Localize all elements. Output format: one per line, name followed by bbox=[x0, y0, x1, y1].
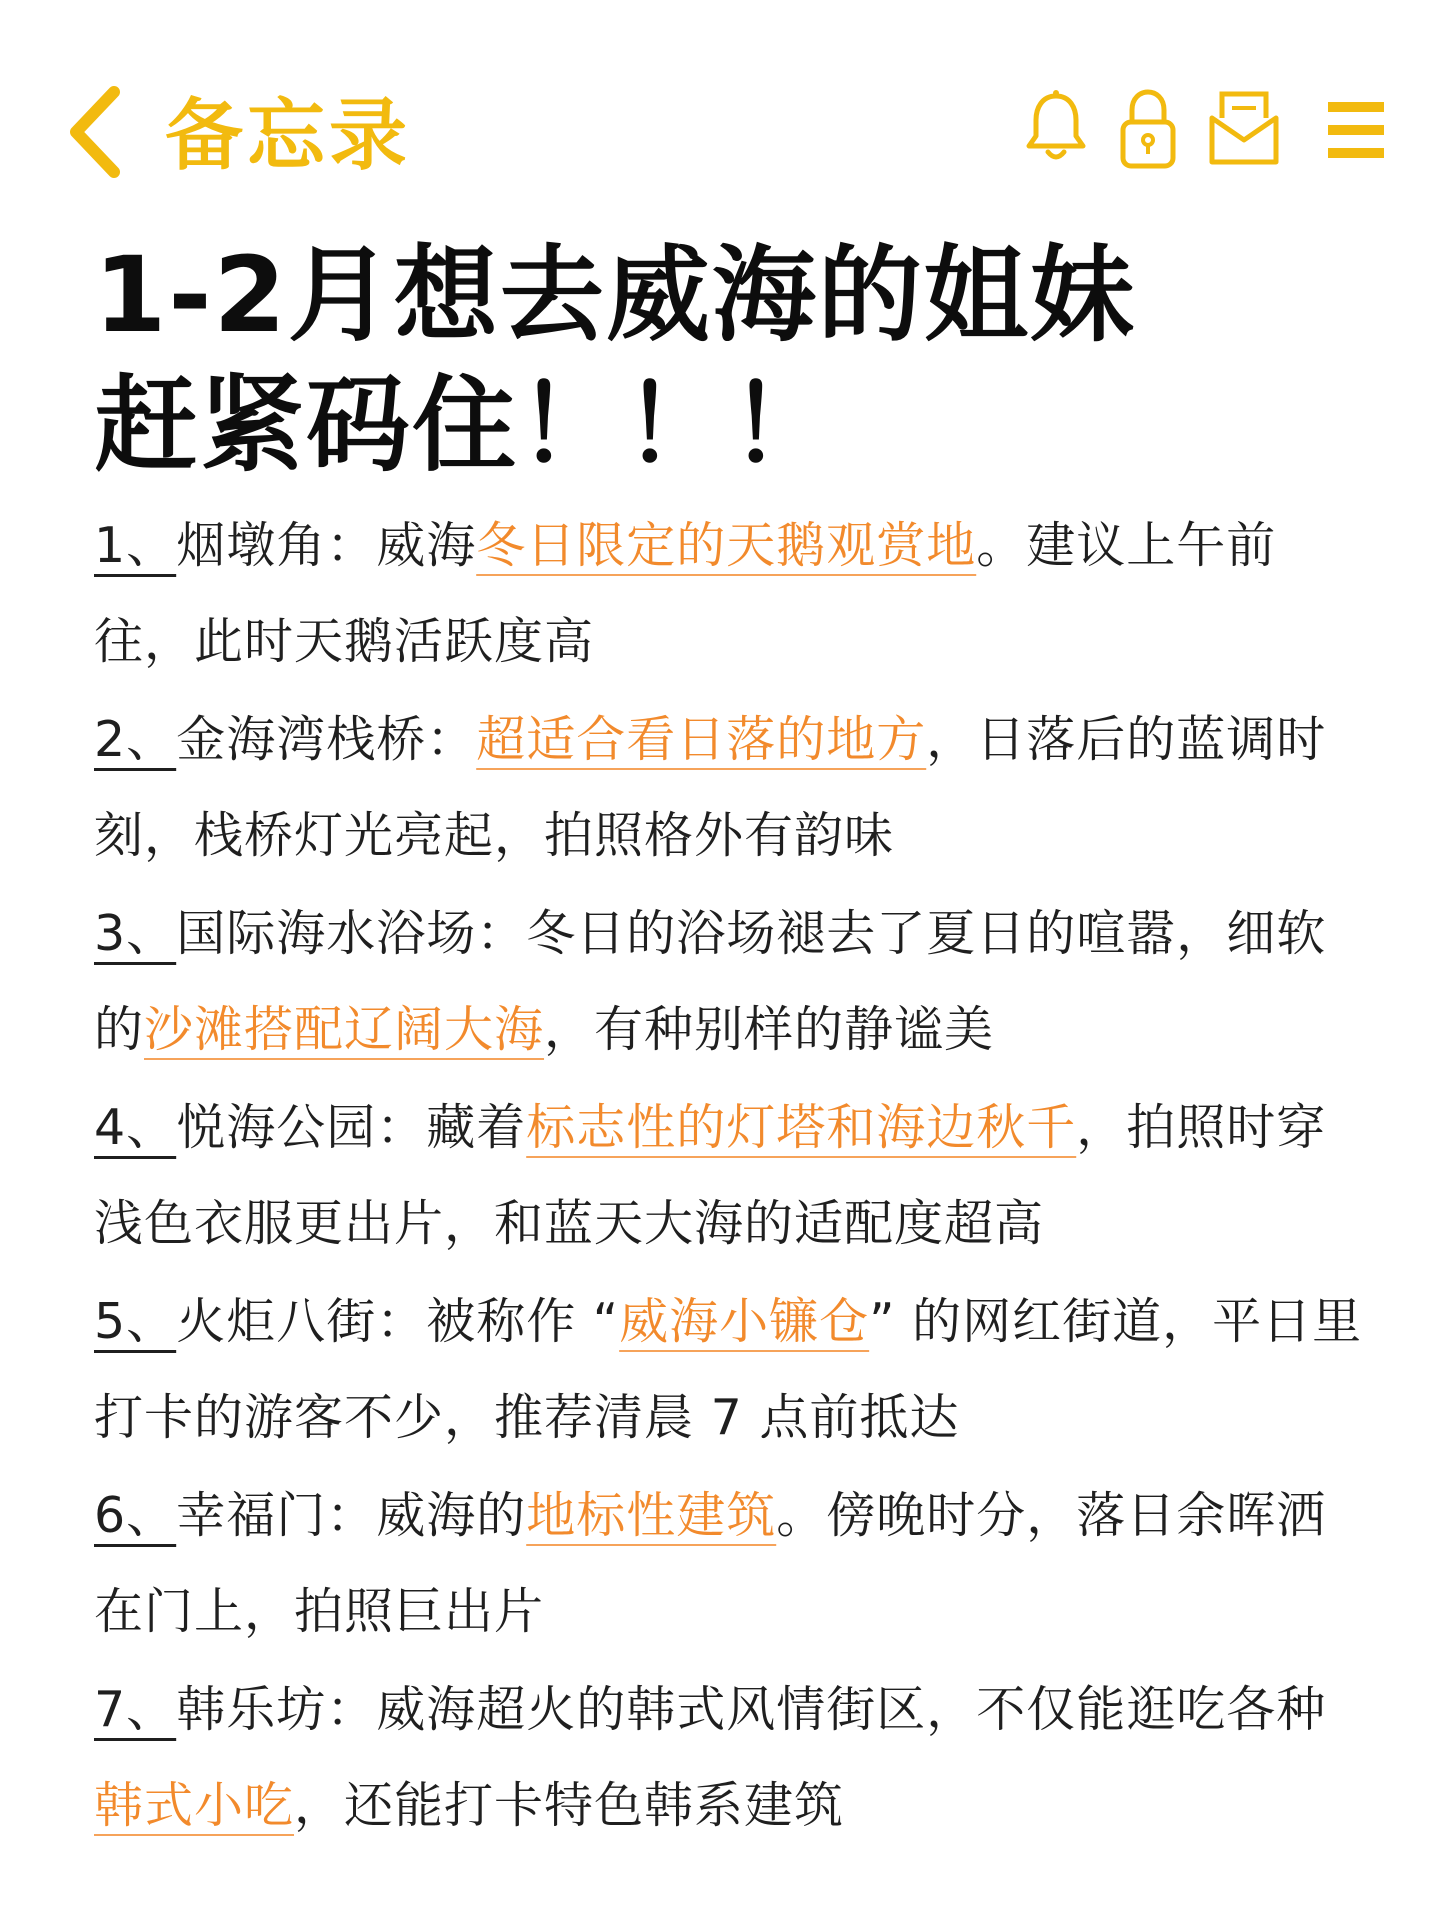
item-text: 韩乐坊：威海超火的韩式风情街区，不仅能逛吃各种 bbox=[176, 1681, 1327, 1738]
lock-button[interactable] bbox=[1118, 88, 1178, 170]
back-button[interactable] bbox=[62, 82, 132, 182]
lock-icon bbox=[1118, 88, 1178, 170]
item-highlight: 地标性建筑 bbox=[526, 1487, 777, 1544]
item-text: 幸福门：威海的 bbox=[176, 1487, 527, 1544]
bell-button[interactable] bbox=[1024, 88, 1088, 166]
item-text: 悦海公园：藏着 bbox=[176, 1099, 527, 1156]
menu-icon bbox=[1326, 100, 1386, 160]
item-number: 4、 bbox=[94, 1099, 177, 1156]
item-highlight: 超适合看日落的地方 bbox=[476, 711, 927, 768]
list-item bbox=[94, 1662, 1364, 1854]
item-number: 3、 bbox=[94, 905, 177, 962]
item-text: ，日落后的蓝调时刻，栈桥灯光亮起，拍照格外有韵味 bbox=[94, 711, 1327, 864]
item-text: 国际海水浴场：冬日的浴场褪去了夏日的喧嚣，细软的 bbox=[94, 905, 1327, 1058]
note-title bbox=[94, 230, 1374, 490]
item-number: 1、 bbox=[94, 517, 177, 574]
item-text: ，还能打卡特色韩系建筑 bbox=[294, 1777, 845, 1834]
note-title-line-2: 赶紧码住！！！ bbox=[94, 364, 837, 486]
mail-icon bbox=[1208, 88, 1280, 166]
item-number: 7、 bbox=[94, 1681, 177, 1738]
menu-button[interactable] bbox=[1326, 100, 1386, 160]
item-highlight: 沙滩搭配辽阔大海 bbox=[144, 1001, 545, 1058]
back-chevron-icon bbox=[62, 82, 132, 182]
mail-button[interactable] bbox=[1208, 88, 1280, 166]
bell-icon bbox=[1024, 88, 1088, 166]
item-highlight: 标志性的灯塔和海边秋千 bbox=[526, 1099, 1077, 1156]
list-item bbox=[94, 692, 1364, 884]
note-title-line-1: 1-2月想去威海的姐妹 bbox=[94, 234, 1136, 356]
item-text: 火炬八街：被称作 “ bbox=[176, 1293, 620, 1350]
item-text: 。傍晚时分，落日余晖洒在门上，拍照巨出片 bbox=[94, 1487, 1327, 1640]
list-item bbox=[94, 1274, 1364, 1466]
list-item bbox=[94, 498, 1364, 690]
app-header bbox=[0, 0, 1440, 250]
item-highlight: 威海小镰仓 bbox=[619, 1293, 870, 1350]
app-title: 备忘录 bbox=[165, 91, 412, 181]
item-number: 2、 bbox=[94, 711, 177, 768]
item-text: ” 的网红街道，平日里打卡的游客不少，推荐清晨 7 点前抵达 bbox=[94, 1293, 1363, 1446]
item-number: 5、 bbox=[94, 1293, 177, 1350]
list-item bbox=[94, 1468, 1364, 1660]
note-body bbox=[94, 498, 1364, 1856]
item-highlight: 冬日限定的天鹅观赏地 bbox=[476, 517, 977, 574]
list-item bbox=[94, 886, 1364, 1078]
item-text: 烟墩角：威海 bbox=[176, 517, 477, 574]
item-highlight: 韩式小吃 bbox=[94, 1777, 295, 1834]
item-number: 6、 bbox=[94, 1487, 177, 1544]
item-text: 。建议上午前往，此时天鹅活跃度高 bbox=[94, 517, 1277, 670]
list-item bbox=[94, 1080, 1364, 1272]
item-text: 金海湾栈桥： bbox=[176, 711, 477, 768]
item-text: ，拍照时穿浅色衣服更出片，和蓝天大海的适配度超高 bbox=[94, 1099, 1327, 1252]
item-text: ，有种别样的静谧美 bbox=[544, 1001, 995, 1058]
